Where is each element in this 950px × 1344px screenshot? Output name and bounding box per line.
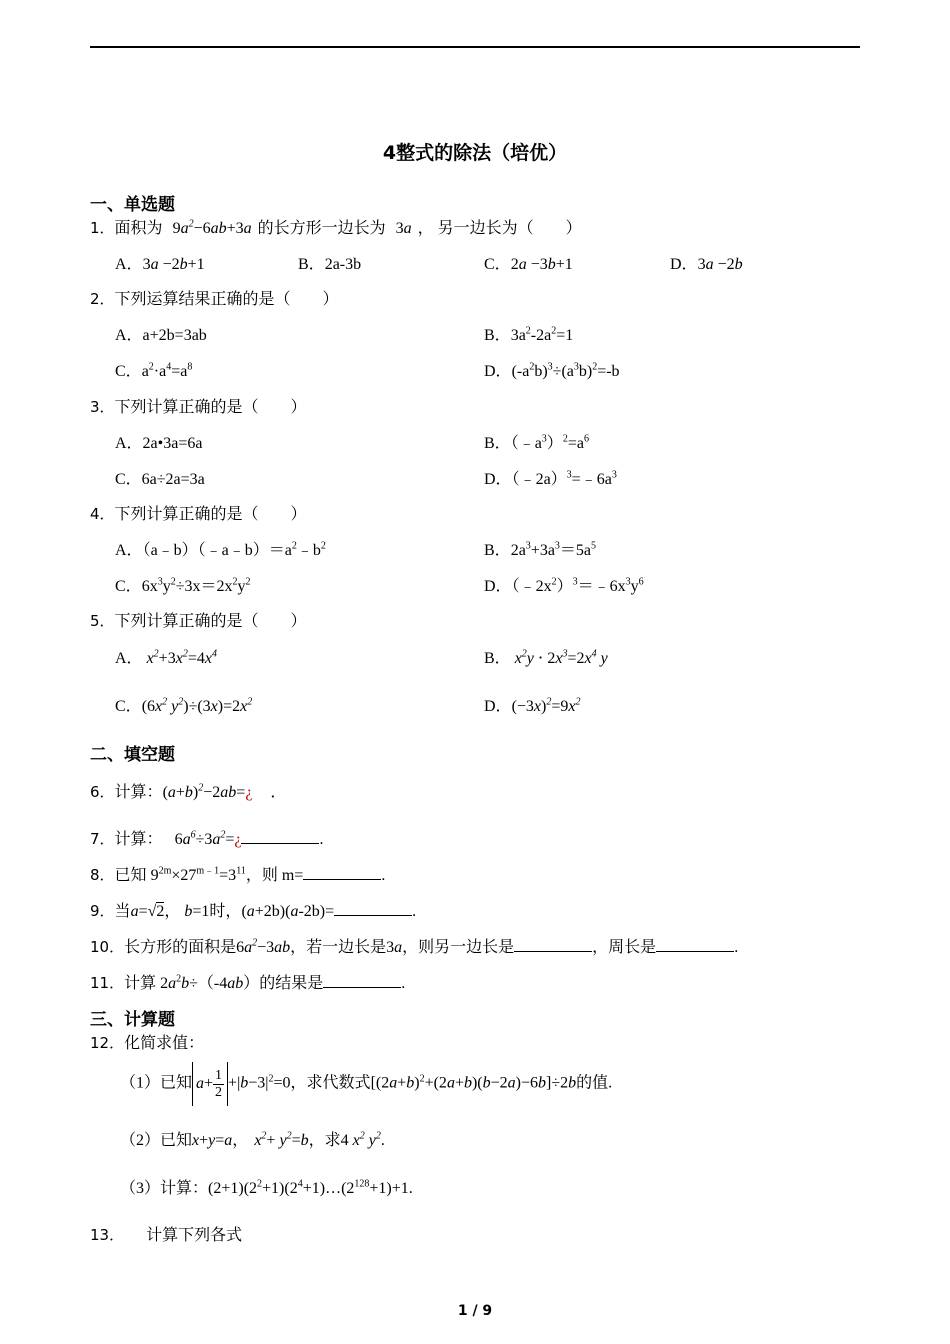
- q4-option-a[interactable]: A．$(a﹣b)(﹣a﹣b)=a^2﹣b^2$: [115, 540, 326, 559]
- section-heading-fill-blank: 二、填空题: [90, 745, 175, 765]
- q1-area-expr: $9a^2-6ab+3a$: [172, 218, 252, 237]
- q1-option-b[interactable]: B．2a-3b: [298, 256, 362, 273]
- q3-option-d[interactable]: D．$(﹣2a)^3=﹣6a^3$: [484, 469, 617, 488]
- q8-answer-blank[interactable]: [303, 865, 381, 880]
- q4-option-d[interactable]: D．$(﹣2x^2)^3=﹣6x^3y^6$: [484, 576, 644, 595]
- q10-answer-blank-1[interactable]: [514, 937, 592, 952]
- section-heading-calculation: 三、计算题: [90, 1010, 175, 1030]
- question-9: 9．当a=√2， b=1时，(a+2b)(a-2b)= .: [90, 902, 417, 920]
- q5-option-b[interactable]: B． $x^2y \cdot 2x^3=2x^4$ y: [484, 648, 608, 667]
- question-3: 3．下列计算正确的是（ ）: [90, 398, 307, 416]
- q11-answer-blank[interactable]: [323, 973, 401, 988]
- page-title: 4整式的除法（培优）: [382, 142, 568, 164]
- q2-option-c[interactable]: C．$a^2\cdot a^4=a^8$: [115, 361, 193, 380]
- question-7: 7．计算： $6a^6\div 3a^2=¿$ .: [90, 829, 324, 848]
- q9-answer-blank[interactable]: [334, 901, 412, 916]
- q7-answer-blank[interactable]: [241, 829, 319, 844]
- question-11: 11．计算 $2a^2b\div(-4ab)$的结果是 .: [90, 973, 406, 992]
- question-1: 1．面积为 $9a^2-6ab+3a$ 的长方形一边长为 3a ， 另一边长为（ ）: [90, 218, 582, 237]
- q12-part-2: （2）已知x+y=a， $x^2+ y^2=b$，求4 $x^2$ $y^2$.: [120, 1130, 385, 1149]
- q3-option-a[interactable]: A．2a•3a=6a: [115, 435, 203, 452]
- question-13: 13． 计算下列各式: [90, 1226, 243, 1244]
- section-heading-single-choice: 一、单选题: [90, 195, 175, 215]
- question-12: 12．化简求值：: [90, 1034, 205, 1052]
- q12-part-3: （3）计算：$(2+1)(2^2+1)(2^4+1)\dots(2^{128}+1)+1$.: [120, 1178, 413, 1197]
- q2-option-a[interactable]: A．a+2b=3ab: [115, 327, 207, 344]
- q5-option-c[interactable]: C．($6x^2$ $y^2)\div(3x)=2x^2$: [115, 696, 253, 715]
- q5-option-a[interactable]: A． $x^2+3x^2=4x^4$: [115, 648, 217, 667]
- question-2: 2．下列运算结果正确的是（ ）: [90, 290, 339, 308]
- q1-option-c[interactable]: C．2a −3b+1: [484, 256, 573, 273]
- q2-option-d[interactable]: D．$(-a^2b)^3\div(a^3b)^2=-b$: [484, 361, 620, 380]
- question-5: 5．下列计算正确的是（ ）: [90, 612, 307, 630]
- q12-part-1: （1）已知 a+ $\frac{1}{2}$ $+|b-3|^2=0$，求代数式$[(2a+b)^2+(2a+b)(b-2a)-6b]\div 2b$的值.: [120, 1062, 612, 1106]
- page-number: 1 / 9: [457, 1303, 493, 1319]
- q2-option-b[interactable]: B．$3a^2-2a^2=1$: [484, 325, 574, 344]
- q5-option-d[interactable]: D．$(-3x)^2=9x^2$: [484, 696, 581, 715]
- q3-option-b[interactable]: B．$(﹣a^3)^2=a^6$: [484, 433, 589, 452]
- q10-answer-blank-2[interactable]: [656, 937, 734, 952]
- question-8: 8．已知 $9^{2m}\times 27^{m﹣1}=3^{11}$，则 m= .: [90, 865, 386, 884]
- header-rule: [90, 46, 860, 48]
- question-6: 6．计算：$(a+b)^2-2ab=¿$ ．: [90, 782, 287, 801]
- question-10: 10．长方形的面积是$6a^2-3ab$，若一边长是3a，则另一边长是 ，周长是 .: [90, 937, 739, 956]
- q4-option-b[interactable]: B．$2a^3+3a^3=5a^5$: [484, 540, 597, 559]
- q1-option-d[interactable]: D．3a −2b: [670, 256, 743, 273]
- q4-option-c[interactable]: C．$6x^3y^2\div 3x=2x^2y^2$: [115, 576, 251, 595]
- question-4: 4．下列计算正确的是（ ）: [90, 505, 307, 523]
- q1-option-a[interactable]: A．3a −2b+1: [115, 256, 205, 273]
- q3-option-c[interactable]: C．6a÷2a=3a: [115, 471, 205, 488]
